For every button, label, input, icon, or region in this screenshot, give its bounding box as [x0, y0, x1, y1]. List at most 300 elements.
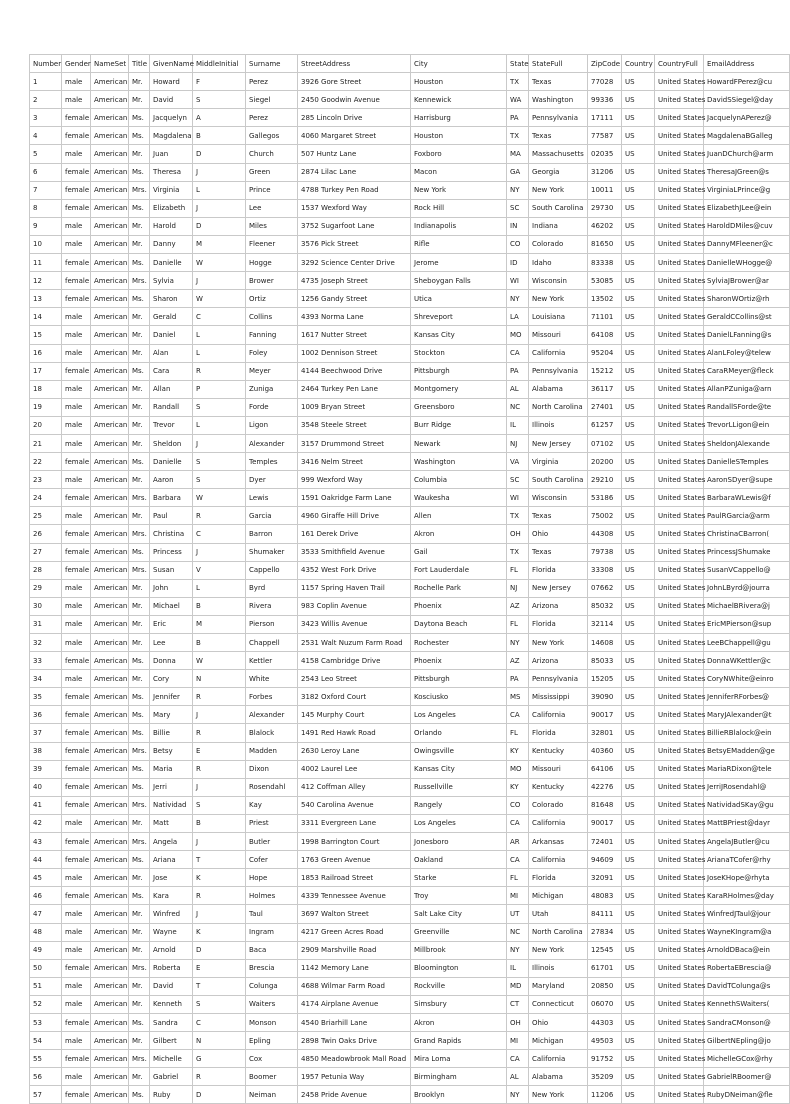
cell-gender: male	[62, 416, 91, 434]
cell-statefull: Arkansas	[529, 833, 588, 851]
cell-givenname: Randall	[150, 398, 193, 416]
cell-title: Ms.	[129, 688, 150, 706]
cell-country: US	[622, 199, 655, 217]
cell-gender: male	[62, 977, 91, 995]
cell-number: 49	[30, 941, 62, 959]
cell-gender: male	[62, 344, 91, 362]
cell-zipcode: 91752	[588, 1050, 622, 1068]
cell-gender: female	[62, 163, 91, 181]
cell-nameset: American	[91, 615, 129, 633]
cell-statefull: Michigan	[529, 887, 588, 905]
cell-streetaddress: 4393 Norma Lane	[298, 308, 411, 326]
cell-surname: Dyer	[246, 471, 298, 489]
cell-emailaddress: DanielleWHogge@	[704, 254, 790, 272]
cell-surname: Pierson	[246, 615, 298, 633]
cell-title: Mr.	[129, 923, 150, 941]
cell-countryfull: United States	[655, 507, 704, 525]
cell-gender: male	[62, 398, 91, 416]
cell-nameset: American	[91, 760, 129, 778]
cell-middleinitial: J	[193, 706, 246, 724]
cell-nameset: American	[91, 91, 129, 109]
cell-givenname: Michelle	[150, 1050, 193, 1068]
cell-streetaddress: 4002 Laurel Lee	[298, 760, 411, 778]
cell-zipcode: 48083	[588, 887, 622, 905]
cell-nameset: American	[91, 73, 129, 91]
cell-givenname: Maria	[150, 760, 193, 778]
cell-givenname: Ariana	[150, 851, 193, 869]
cell-surname: Ortiz	[246, 290, 298, 308]
cell-countryfull: United States	[655, 398, 704, 416]
header-middleinitial: MiddleInitial	[193, 55, 246, 73]
cell-title: Mr.	[129, 398, 150, 416]
cell-surname: Ingram	[246, 923, 298, 941]
cell-gender: female	[62, 706, 91, 724]
cell-countryfull: United States	[655, 91, 704, 109]
cell-statefull: South Carolina	[529, 199, 588, 217]
cell-city: Rock Hill	[411, 199, 507, 217]
cell-title: Ms.	[129, 1086, 150, 1104]
cell-middleinitial: S	[193, 471, 246, 489]
cell-number: 4	[30, 127, 62, 145]
cell-givenname: Natividad	[150, 796, 193, 814]
cell-country: US	[622, 326, 655, 344]
cell-middleinitial: E	[193, 742, 246, 760]
table-row	[30, 217, 790, 235]
table-row	[30, 923, 790, 941]
cell-number: 8	[30, 199, 62, 217]
cell-statefull: Mississippi	[529, 688, 588, 706]
cell-givenname: Kara	[150, 887, 193, 905]
cell-nameset: American	[91, 308, 129, 326]
cell-countryfull: United States	[655, 471, 704, 489]
cell-number: 40	[30, 778, 62, 796]
cell-middleinitial: D	[193, 217, 246, 235]
cell-city: New York	[411, 181, 507, 199]
cell-title: Mr.	[129, 1032, 150, 1050]
cell-streetaddress: 507 Huntz Lane	[298, 145, 411, 163]
cell-surname: Zuniga	[246, 380, 298, 398]
cell-countryfull: United States	[655, 597, 704, 615]
cell-gender: male	[62, 507, 91, 525]
cell-gender: male	[62, 814, 91, 832]
cell-countryfull: United States	[655, 434, 704, 452]
cell-streetaddress: 3533 Smithfield Avenue	[298, 543, 411, 561]
cell-zipcode: 14608	[588, 634, 622, 652]
cell-middleinitial: R	[193, 362, 246, 380]
header-countryfull: CountryFull	[655, 55, 704, 73]
cell-gender: female	[62, 127, 91, 145]
cell-state: CO	[507, 796, 529, 814]
cell-gender: male	[62, 597, 91, 615]
cell-title: Mr.	[129, 814, 150, 832]
cell-number: 42	[30, 814, 62, 832]
cell-zipcode: 53186	[588, 489, 622, 507]
cell-emailaddress: RobertaEBrescia@	[704, 959, 790, 977]
cell-emailaddress: SharonWOrtiz@rh	[704, 290, 790, 308]
cell-givenname: Jacquelyn	[150, 109, 193, 127]
cell-middleinitial: R	[193, 724, 246, 742]
cell-state: IL	[507, 959, 529, 977]
cell-city: Harrisburg	[411, 109, 507, 127]
cell-city: Fort Lauderdale	[411, 561, 507, 579]
cell-middleinitial: S	[193, 453, 246, 471]
cell-middleinitial: L	[193, 416, 246, 434]
cell-emailaddress: PrincessJShumake	[704, 543, 790, 561]
cell-givenname: Paul	[150, 507, 193, 525]
table-row	[30, 760, 790, 778]
cell-emailaddress: DavidSSiegel@day	[704, 91, 790, 109]
cell-title: Mr.	[129, 471, 150, 489]
table-row	[30, 507, 790, 525]
cell-title: Ms.	[129, 543, 150, 561]
cell-title: Mr.	[129, 326, 150, 344]
cell-statefull: New York	[529, 941, 588, 959]
cell-city: Starke	[411, 869, 507, 887]
cell-number: 29	[30, 579, 62, 597]
cell-middleinitial: B	[193, 814, 246, 832]
cell-gender: female	[62, 453, 91, 471]
cell-countryfull: United States	[655, 525, 704, 543]
cell-country: US	[622, 706, 655, 724]
cell-city: Simsbury	[411, 995, 507, 1013]
cell-title: Mr.	[129, 308, 150, 326]
cell-surname: Ligon	[246, 416, 298, 434]
cell-gender: male	[62, 941, 91, 959]
cell-state: NY	[507, 941, 529, 959]
table-row	[30, 977, 790, 995]
cell-streetaddress: 285 Lincoln Drive	[298, 109, 411, 127]
cell-city: Greensboro	[411, 398, 507, 416]
cell-city: Jerome	[411, 254, 507, 272]
cell-city: Pittsburgh	[411, 670, 507, 688]
cell-emailaddress: MariaRDixon@tele	[704, 760, 790, 778]
cell-statefull: California	[529, 344, 588, 362]
cell-state: OH	[507, 1013, 529, 1031]
cell-state: NC	[507, 398, 529, 416]
cell-nameset: American	[91, 1068, 129, 1086]
cell-countryfull: United States	[655, 235, 704, 253]
cell-number: 43	[30, 833, 62, 851]
cell-streetaddress: 3157 Drummond Street	[298, 434, 411, 452]
cell-givenname: Aaron	[150, 471, 193, 489]
cell-zipcode: 27834	[588, 923, 622, 941]
cell-surname: Rosendahl	[246, 778, 298, 796]
cell-streetaddress: 2531 Walt Nuzum Farm Road	[298, 634, 411, 652]
cell-zipcode: 17111	[588, 109, 622, 127]
cell-countryfull: United States	[655, 634, 704, 652]
cell-nameset: American	[91, 434, 129, 452]
cell-state: LA	[507, 308, 529, 326]
table-row	[30, 145, 790, 163]
cell-middleinitial: T	[193, 851, 246, 869]
cell-country: US	[622, 73, 655, 91]
cell-emailaddress: PaulRGarcia@arm	[704, 507, 790, 525]
cell-state: WI	[507, 489, 529, 507]
cell-givenname: Wayne	[150, 923, 193, 941]
cell-country: US	[622, 290, 655, 308]
cell-gender: male	[62, 91, 91, 109]
cell-nameset: American	[91, 706, 129, 724]
cell-country: US	[622, 869, 655, 887]
cell-zipcode: 72401	[588, 833, 622, 851]
cell-city: Birmingham	[411, 1068, 507, 1086]
table-row	[30, 905, 790, 923]
table-row	[30, 724, 790, 742]
cell-country: US	[622, 905, 655, 923]
cell-state: CA	[507, 814, 529, 832]
cell-gender: female	[62, 833, 91, 851]
cell-middleinitial: L	[193, 344, 246, 362]
table-row	[30, 995, 790, 1013]
cell-streetaddress: 161 Derek Drive	[298, 525, 411, 543]
cell-surname: Collins	[246, 308, 298, 326]
cell-surname: Neiman	[246, 1086, 298, 1104]
cell-country: US	[622, 380, 655, 398]
cell-statefull: Louisiana	[529, 308, 588, 326]
cell-number: 35	[30, 688, 62, 706]
cell-streetaddress: 1157 Spring Haven Trail	[298, 579, 411, 597]
cell-countryfull: United States	[655, 760, 704, 778]
cell-nameset: American	[91, 416, 129, 434]
cell-nameset: American	[91, 634, 129, 652]
cell-surname: Cox	[246, 1050, 298, 1068]
cell-gender: female	[62, 109, 91, 127]
cell-city: Grand Rapids	[411, 1032, 507, 1050]
cell-zipcode: 95204	[588, 344, 622, 362]
cell-number: 14	[30, 308, 62, 326]
cell-middleinitial: J	[193, 833, 246, 851]
table-row	[30, 1050, 790, 1068]
cell-city: Rochester	[411, 634, 507, 652]
cell-countryfull: United States	[655, 1086, 704, 1104]
cell-number: 15	[30, 326, 62, 344]
cell-number: 25	[30, 507, 62, 525]
cell-givenname: Eric	[150, 615, 193, 633]
cell-statefull: Pennsylvania	[529, 670, 588, 688]
cell-country: US	[622, 923, 655, 941]
cell-title: Mr.	[129, 579, 150, 597]
cell-statefull: New York	[529, 634, 588, 652]
cell-countryfull: United States	[655, 543, 704, 561]
cell-emailaddress: DannyMFleener@c	[704, 235, 790, 253]
cell-surname: Gallegos	[246, 127, 298, 145]
cell-emailaddress: DonnaWKettler@c	[704, 652, 790, 670]
cell-streetaddress: 1853 Railroad Street	[298, 869, 411, 887]
cell-country: US	[622, 453, 655, 471]
cell-title: Ms.	[129, 199, 150, 217]
cell-state: GA	[507, 163, 529, 181]
cell-country: US	[622, 1013, 655, 1031]
cell-number: 51	[30, 977, 62, 995]
cell-state: FL	[507, 561, 529, 579]
cell-givenname: David	[150, 91, 193, 109]
cell-surname: Byrd	[246, 579, 298, 597]
cell-title: Mrs.	[129, 489, 150, 507]
cell-number: 19	[30, 398, 62, 416]
cell-emailaddress: JoseKHope@rhyta	[704, 869, 790, 887]
cell-streetaddress: 1009 Bryan Street	[298, 398, 411, 416]
table-row	[30, 1086, 790, 1104]
cell-country: US	[622, 561, 655, 579]
cell-surname: Holmes	[246, 887, 298, 905]
cell-state: NY	[507, 290, 529, 308]
cell-state: ID	[507, 254, 529, 272]
cell-middleinitial: N	[193, 1032, 246, 1050]
cell-emailaddress: GilbertNEpling@jo	[704, 1032, 790, 1050]
cell-emailaddress: RandallSForde@te	[704, 398, 790, 416]
cell-title: Mrs.	[129, 742, 150, 760]
cell-nameset: American	[91, 326, 129, 344]
cell-country: US	[622, 1032, 655, 1050]
table-row	[30, 91, 790, 109]
cell-gender: male	[62, 434, 91, 452]
cell-nameset: American	[91, 163, 129, 181]
cell-streetaddress: 1142 Memory Lane	[298, 959, 411, 977]
cell-middleinitial: E	[193, 959, 246, 977]
cell-streetaddress: 3311 Evergreen Lane	[298, 814, 411, 832]
header-statefull: StateFull	[529, 55, 588, 73]
cell-title: Ms.	[129, 254, 150, 272]
cell-number: 12	[30, 272, 62, 290]
cell-givenname: Gilbert	[150, 1032, 193, 1050]
cell-zipcode: 42276	[588, 778, 622, 796]
cell-city: Mira Loma	[411, 1050, 507, 1068]
cell-state: NY	[507, 634, 529, 652]
cell-city: Utica	[411, 290, 507, 308]
cell-gender: female	[62, 724, 91, 742]
cell-city: Akron	[411, 1013, 507, 1031]
table-row	[30, 1032, 790, 1050]
cell-streetaddress: 412 Coffman Alley	[298, 778, 411, 796]
table-row	[30, 814, 790, 832]
cell-number: 44	[30, 851, 62, 869]
cell-streetaddress: 999 Wexford Way	[298, 471, 411, 489]
cell-city: Kennewick	[411, 91, 507, 109]
cell-streetaddress: 1537 Wexford Way	[298, 199, 411, 217]
cell-gender: female	[62, 254, 91, 272]
cell-statefull: Wisconsin	[529, 489, 588, 507]
cell-city: Rockville	[411, 977, 507, 995]
cell-nameset: American	[91, 887, 129, 905]
cell-nameset: American	[91, 344, 129, 362]
cell-statefull: Kentucky	[529, 742, 588, 760]
cell-emailaddress: AllanPZuniga@arn	[704, 380, 790, 398]
cell-nameset: American	[91, 869, 129, 887]
cell-middleinitial: C	[193, 525, 246, 543]
cell-city: Burr Ridge	[411, 416, 507, 434]
cell-title: Mr.	[129, 597, 150, 615]
cell-gender: female	[62, 1050, 91, 1068]
cell-nameset: American	[91, 507, 129, 525]
cell-surname: Fleener	[246, 235, 298, 253]
cell-givenname: Alan	[150, 344, 193, 362]
cell-number: 18	[30, 380, 62, 398]
cell-nameset: American	[91, 127, 129, 145]
cell-gender: male	[62, 235, 91, 253]
table-row	[30, 742, 790, 760]
cell-surname: Rivera	[246, 597, 298, 615]
cell-emailaddress: HaroldDMiles@cuv	[704, 217, 790, 235]
cell-zipcode: 35209	[588, 1068, 622, 1086]
cell-title: Ms.	[129, 362, 150, 380]
cell-nameset: American	[91, 561, 129, 579]
cell-statefull: South Carolina	[529, 471, 588, 489]
cell-title: Mr.	[129, 344, 150, 362]
cell-country: US	[622, 127, 655, 145]
cell-statefull: Florida	[529, 724, 588, 742]
cell-city: Pittsburgh	[411, 362, 507, 380]
cell-country: US	[622, 1086, 655, 1104]
cell-emailaddress: DanielleSTemples	[704, 453, 790, 471]
cell-streetaddress: 3292 Science Center Drive	[298, 254, 411, 272]
cell-statefull: Georgia	[529, 163, 588, 181]
cell-title: Ms.	[129, 724, 150, 742]
cell-zipcode: 64108	[588, 326, 622, 344]
cell-state: KY	[507, 778, 529, 796]
table-row	[30, 597, 790, 615]
cell-countryfull: United States	[655, 724, 704, 742]
cell-countryfull: United States	[655, 199, 704, 217]
cell-nameset: American	[91, 579, 129, 597]
cell-statefull: New Jersey	[529, 579, 588, 597]
cell-city: Los Angeles	[411, 814, 507, 832]
table-row	[30, 235, 790, 253]
table-row	[30, 109, 790, 127]
cell-country: US	[622, 489, 655, 507]
cell-emailaddress: RubyDNeiman@fle	[704, 1086, 790, 1104]
cell-number: 50	[30, 959, 62, 977]
cell-number: 3	[30, 109, 62, 127]
cell-emailaddress: BetsyEMadden@ge	[704, 742, 790, 760]
cell-city: Rochelle Park	[411, 579, 507, 597]
cell-streetaddress: 540 Carolina Avenue	[298, 796, 411, 814]
cell-zipcode: 71101	[588, 308, 622, 326]
header-emailaddress: EmailAddress	[704, 55, 790, 73]
cell-statefull: Arizona	[529, 597, 588, 615]
cell-nameset: American	[91, 597, 129, 615]
cell-countryfull: United States	[655, 380, 704, 398]
cell-title: Mr.	[129, 941, 150, 959]
cell-statefull: Massachusetts	[529, 145, 588, 163]
cell-gender: male	[62, 471, 91, 489]
cell-number: 41	[30, 796, 62, 814]
cell-streetaddress: 3752 Sugarfoot Lane	[298, 217, 411, 235]
cell-state: AL	[507, 380, 529, 398]
cell-country: US	[622, 796, 655, 814]
cell-number: 57	[30, 1086, 62, 1104]
cell-number: 45	[30, 869, 62, 887]
cell-title: Mr.	[129, 217, 150, 235]
cell-nameset: American	[91, 235, 129, 253]
cell-givenname: Magdalena	[150, 127, 193, 145]
cell-statefull: Ohio	[529, 1013, 588, 1031]
cell-statefull: New Jersey	[529, 434, 588, 452]
cell-givenname: Michael	[150, 597, 193, 615]
cell-city: Jonesboro	[411, 833, 507, 851]
cell-givenname: Arnold	[150, 941, 193, 959]
cell-streetaddress: 1763 Green Avenue	[298, 851, 411, 869]
cell-number: 6	[30, 163, 62, 181]
cell-country: US	[622, 109, 655, 127]
cell-statefull: Missouri	[529, 326, 588, 344]
cell-state: SC	[507, 471, 529, 489]
cell-zipcode: 44308	[588, 525, 622, 543]
cell-statefull: California	[529, 814, 588, 832]
cell-number: 21	[30, 434, 62, 452]
cell-surname: Madden	[246, 742, 298, 760]
cell-number: 20	[30, 416, 62, 434]
cell-gender: female	[62, 272, 91, 290]
